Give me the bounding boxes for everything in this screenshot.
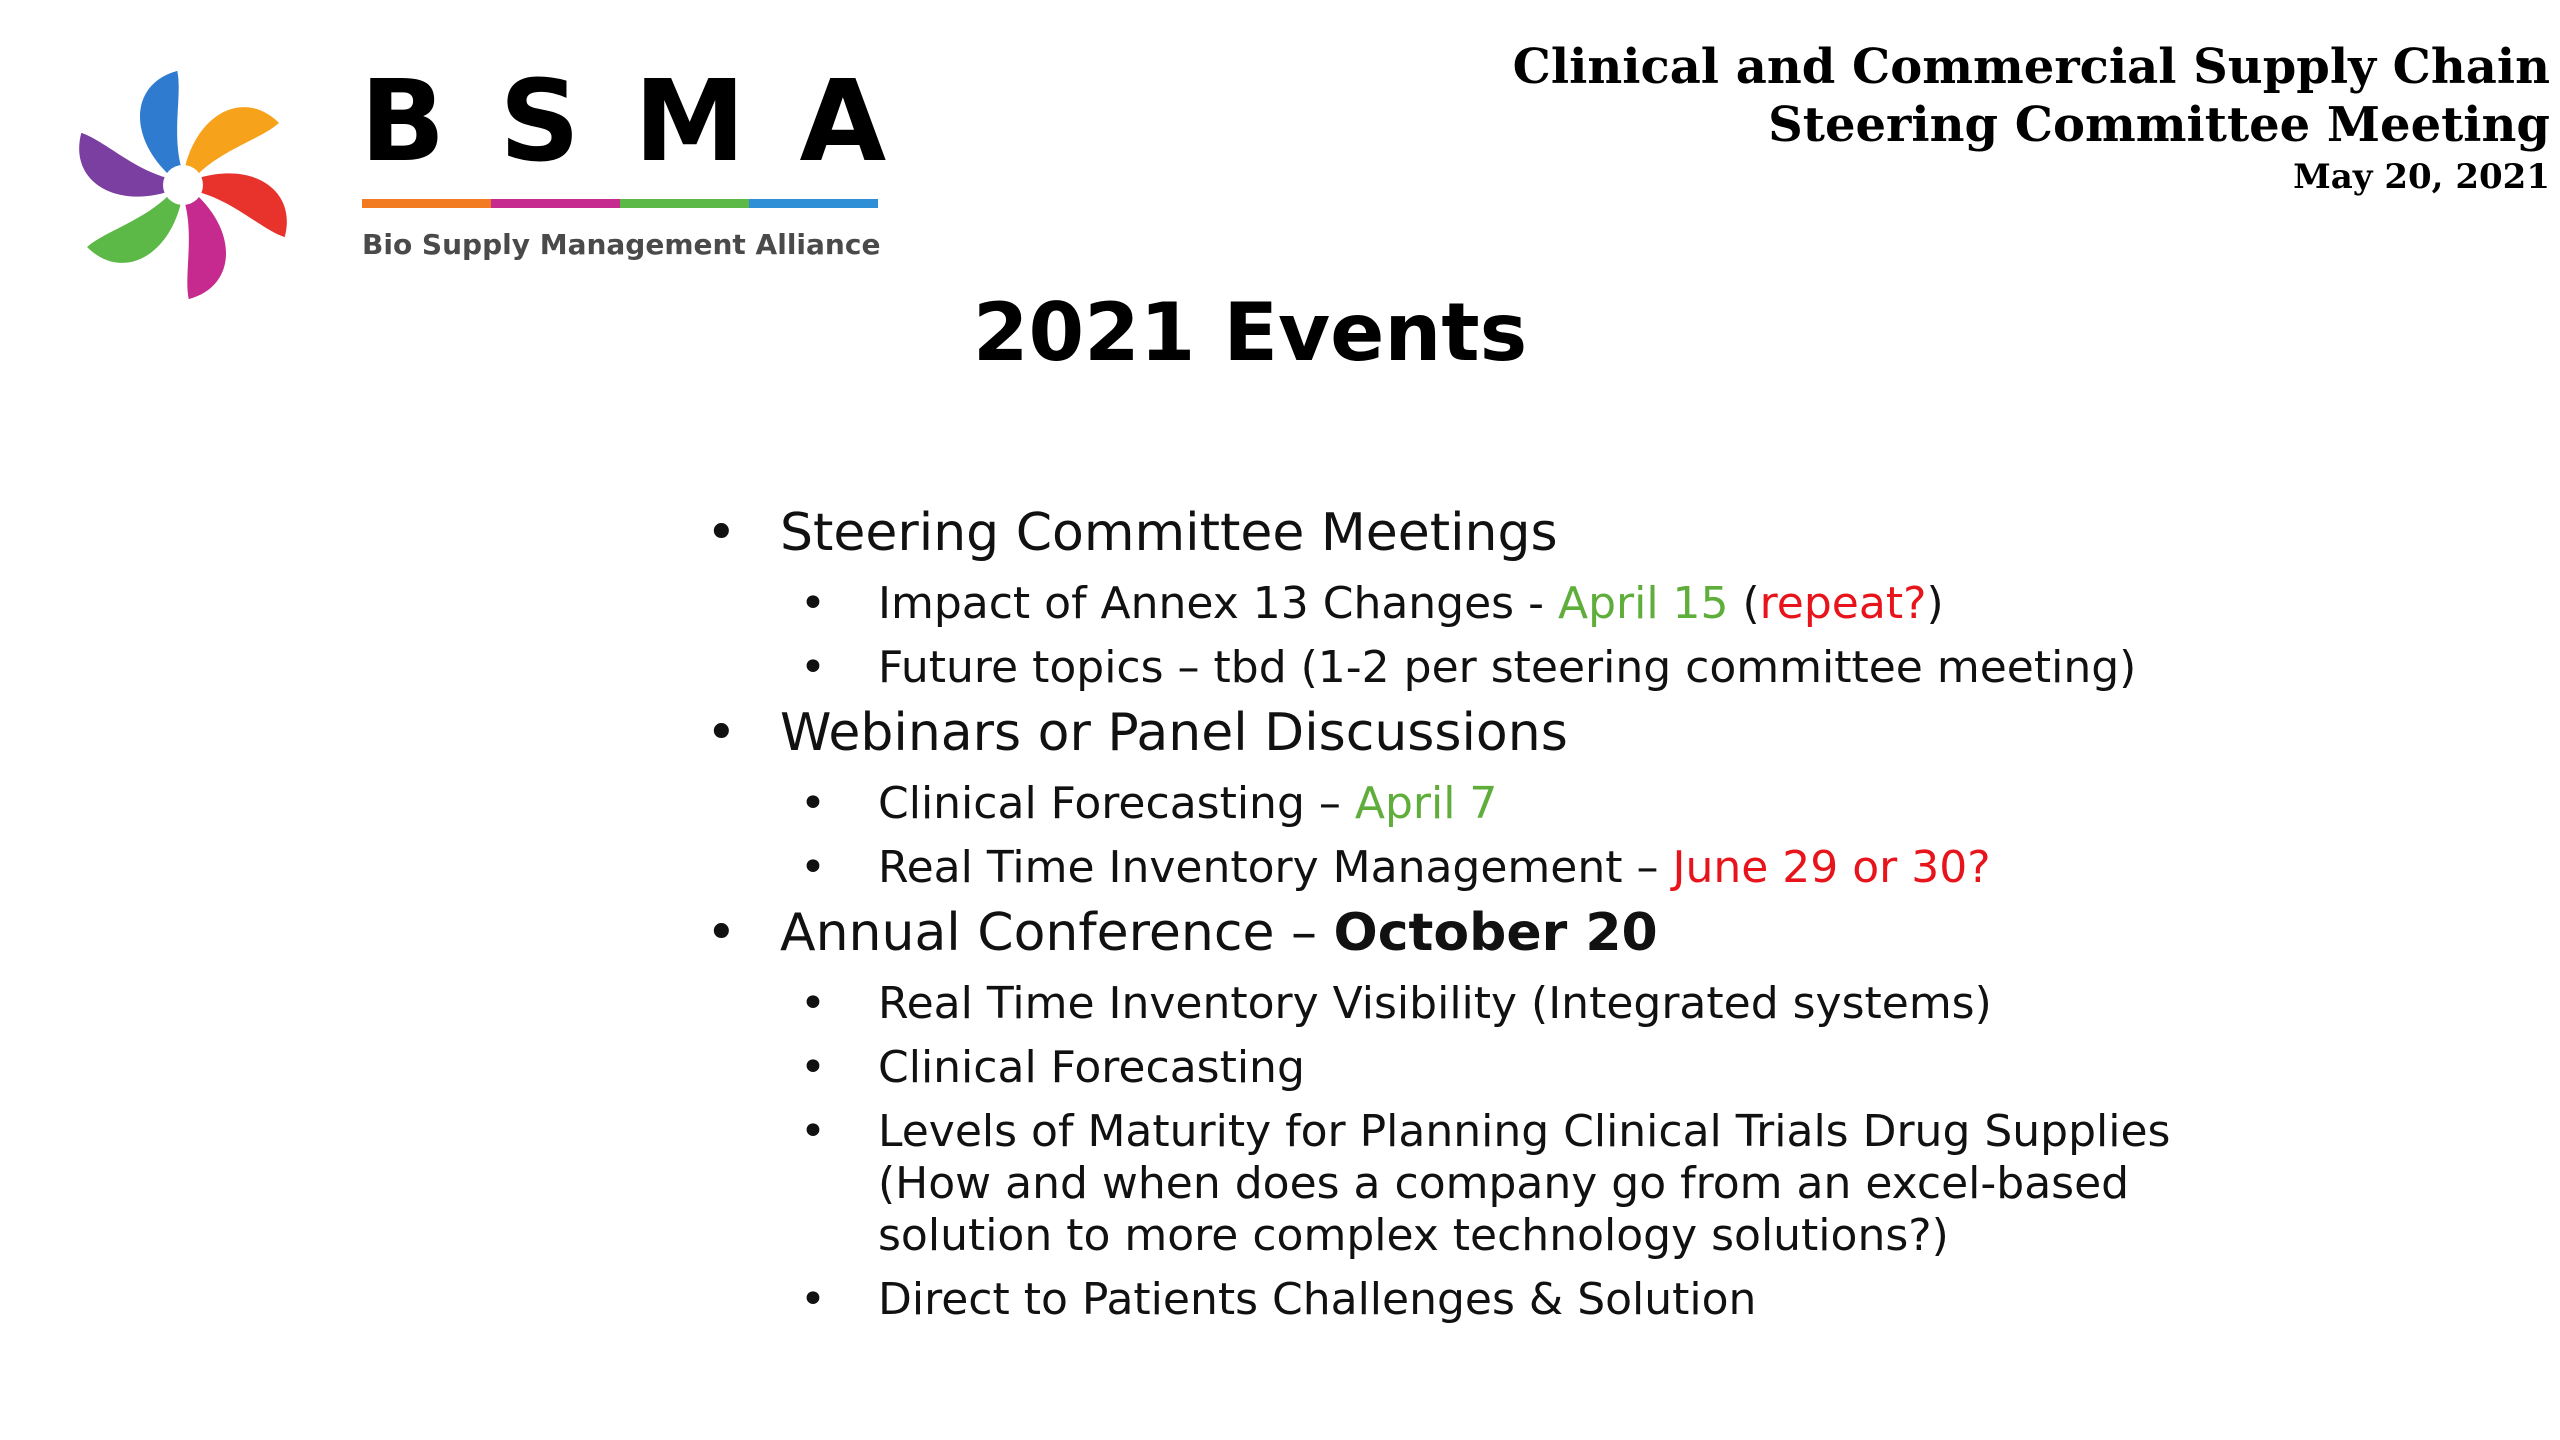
item-text: Direct to Patients Challenges & Solution <box>878 1274 1757 1325</box>
list-item <box>800 1042 2260 1094</box>
logo-bar-green <box>620 199 749 208</box>
header-date: May 20, 2021 <box>2293 157 2550 197</box>
item-open-paren: ( <box>1728 578 1760 629</box>
list-item <box>800 1106 2278 1262</box>
bsma-logo-icon <box>66 68 300 302</box>
list-item <box>800 778 2260 830</box>
logo-bar-magenta <box>491 199 620 208</box>
item-note: repeat? <box>1759 578 1927 629</box>
events-outline <box>700 494 2260 1326</box>
section-annual-conference <box>700 900 2260 966</box>
item-text: Real Time Inventory Management – <box>878 842 1673 893</box>
list-item <box>800 978 2260 1030</box>
list-item <box>800 578 2260 630</box>
item-text: Levels of Maturity for Planning Clinical Trials Drug Supplies (How and when does a company go from an excel-based solution to more complex technology solutions?) <box>878 1106 2171 1261</box>
item-text: Clinical Forecasting <box>878 1042 1305 1093</box>
bullet: • <box>800 778 826 829</box>
bullet: • <box>800 842 826 893</box>
section-label: Webinars or Panel Discussions <box>780 703 1568 763</box>
bullet: • <box>706 503 737 563</box>
item-note: June 29 or 30? <box>1672 842 1991 893</box>
list-item <box>800 1274 2260 1326</box>
section-steering-committee <box>700 500 2260 566</box>
logo-wordmark: BSMA <box>360 57 941 187</box>
item-text: Future topics – tbd (1-2 per steering committee meeting) <box>878 642 2137 693</box>
bullet: • <box>706 903 737 963</box>
bullet: • <box>800 642 826 693</box>
item-date: April 15 <box>1557 578 1729 629</box>
item-text: Real Time Inventory Visibility (Integrated systems) <box>878 978 1992 1029</box>
bullet: • <box>800 578 826 629</box>
logo-bar-blue <box>749 199 878 208</box>
bullet: • <box>800 1106 826 1157</box>
section-label: Steering Committee Meetings <box>780 503 1558 563</box>
slide-title: 2021 Events <box>972 286 1528 379</box>
header-line-2: Steering Committee Meeting <box>1768 97 2550 153</box>
meeting-header <box>1513 38 2550 200</box>
bullet: • <box>706 703 737 763</box>
list-item <box>800 642 2260 694</box>
conference-date: October 20 <box>1333 903 1658 963</box>
item-close-paren: ) <box>1926 578 1944 629</box>
bullet: • <box>800 978 826 1029</box>
bullet: • <box>800 1042 826 1093</box>
header-line-1: Clinical and Commercial Supply Chain <box>1512 39 2550 95</box>
item-text: Clinical Forecasting – <box>878 778 1355 829</box>
item-date: April 7 <box>1354 778 1498 829</box>
logo-bar-orange <box>362 199 491 208</box>
logo-color-bar <box>362 199 878 208</box>
item-text: Impact of Annex 13 Changes - <box>878 578 1558 629</box>
logo-tagline: Bio Supply Management Alliance <box>362 228 881 261</box>
list-item <box>800 842 2260 894</box>
section-label: Annual Conference – <box>780 903 1334 963</box>
section-webinars <box>700 700 2260 766</box>
bullet: • <box>800 1274 826 1325</box>
